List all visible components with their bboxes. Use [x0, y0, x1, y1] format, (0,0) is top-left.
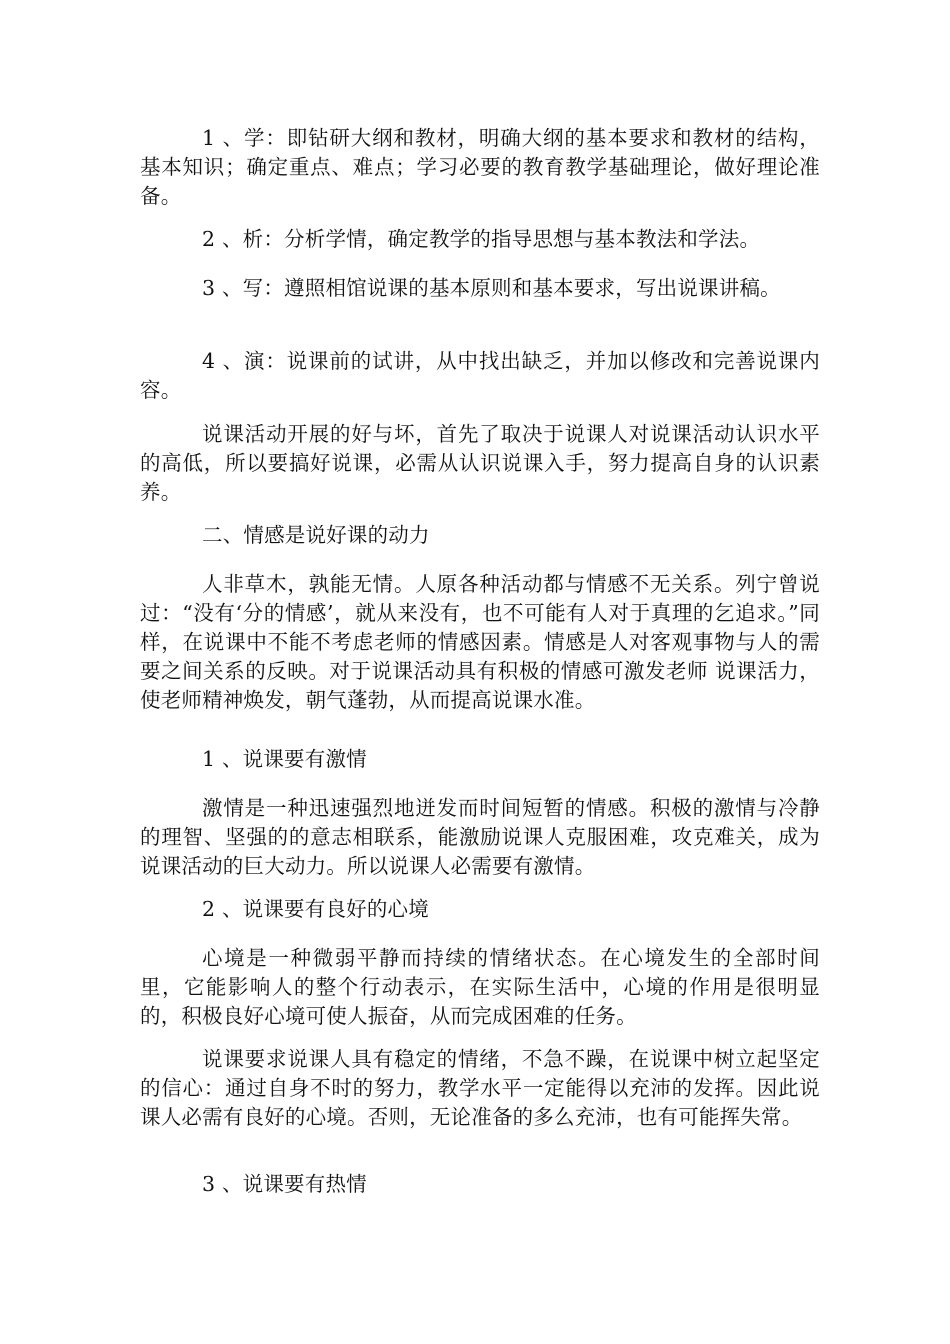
- paragraph-mood: 心境是一种微弱平静而持续的情绪状态。在心境发生的全部时间里，它能影响人的整个行动表示，在实际生活中，心境的作用是很明显的，积极良好心境可使人振奋，从而完成困难的任务。: [140, 946, 820, 1028]
- subheading-mood: 2 、说课要有良好的心境: [202, 897, 429, 921]
- paragraph-emotion: 人非草木，孰能无情。人原各种活动都与情感不无关系。列宁曾说过：“没有‘分的情感’，就从来没有，也不可能有人对于真理的乞追求。”同样，在说课中不能不考虑老师的情感因素。情感是人对客观事物与人的需要之间关系的反映。对于说课活动具有积极的情感可激发老师 说课活力，使老师精神焕发，朝气蓬勃，从而提高说课水准。: [140, 572, 820, 712]
- subheading-enthusiasm: 3 、说课要有热情: [202, 1172, 367, 1196]
- paragraph-perform: 4 、演：说课前的试讲，从中找出缺乏，并加以修改和完善说课内容。: [140, 349, 820, 402]
- subheading-passion: 1 、说课要有激情: [202, 747, 367, 771]
- paragraph-analyze: 2 、析：分析学情，确定教学的指导思想与基本教法和学法。: [202, 227, 761, 251]
- section-heading-emotion: 二、情感是说好课的动力: [202, 523, 430, 547]
- paragraph-passion: 激情是一种迅速强烈地迸发而时间短暂的情感。积极的激情与冷静的理智、坚强的的意志相联系，能激励说课人克服困难，攻克难关，成为说课活动的巨大动力。所以说课人必需要有激情。: [140, 796, 820, 878]
- paragraph-stability: 说课要求说课人具有稳定的情绪，不急不躁，在说课中树立起坚定的信心：通过自身不时的努力，教学水平一定能得以充沛的发挥。因此说课人必需有良好的心境。否则，无论准备的多么充沛，也有可能挥失常。: [140, 1047, 820, 1129]
- paragraph-study: 1 、学：即钻研大纲和教材，明确大纲的基本要求和教材的结构，基本知识；确定重点、难点；学习必要的教育教学基础理论，做好理论准备。: [140, 126, 820, 208]
- paragraph-write: 3 、写：遵照相馆说课的基本原则和基本要求，写出说课讲稿。: [202, 276, 781, 300]
- paragraph-summary: 说课活动开展的好与坏，首先了取决于说课人对说课活动认识水平的高低，所以要搞好说课，必需从认识说课入手，努力提高自身的认识素养。: [140, 422, 820, 504]
